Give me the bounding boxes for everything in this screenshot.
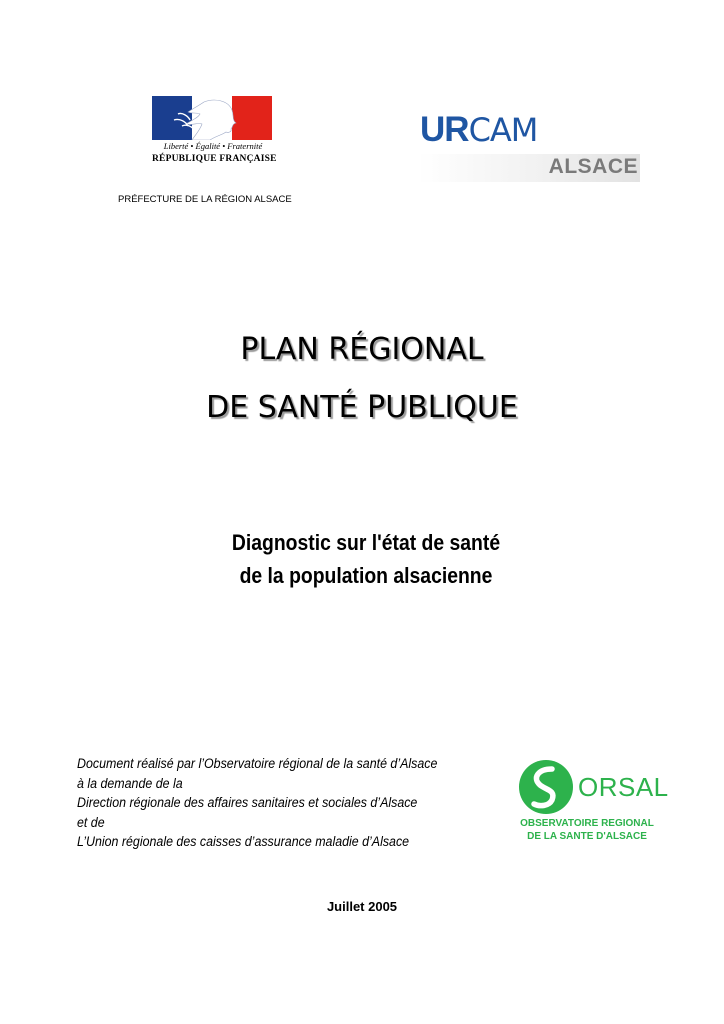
orsal-subtitle-line-1: OBSERVATOIRE REGIONAL [520,818,654,829]
orsal-logo [514,760,669,850]
orsal-subtitle-line-2: DE LA SANTE D'ALSACE [527,831,647,842]
marianne-profile-icon [152,96,272,140]
urcam-logo [418,110,642,184]
orsal-wordmark: ORSAL [578,772,669,802]
credits-line: et de [77,814,105,830]
credits-block [77,754,469,852]
republique-name: RÉPUBLIQUE FRANÇAISE [152,154,277,164]
credits-line: à la demande de la [77,775,183,791]
republique-francaise-logo [152,96,277,172]
republique-motto: Liberté • Égalité • Fraternité [163,141,263,151]
urcam-band [418,154,640,182]
credits-line: L’Union régionale des caisses d’assurance maladie d’Alsace [77,834,410,849]
urcam-cam: CAM [468,111,538,149]
prefecture-label: PRÉFECTURE DE LA RÉGION ALSACE [118,194,292,205]
credits-line: Direction régionale des affaires sanitaires et sociales d’Alsace [77,795,418,810]
subtitle-line-1: Diagnostic sur l'état de santé [231,530,501,555]
urcam-ur: UR [420,110,469,149]
credits-line: Document réalisé par l’Observatoire régional de la santé d’Alsace [77,756,438,771]
urcam-wordmark [420,110,537,150]
urcam-region: ALSACE [548,155,638,178]
orsal-emblem-icon [518,760,578,816]
subtitle-line-2: de la population alsacienne [239,563,493,588]
publication-date: Juillet 2005 [326,899,398,914]
page-title-line-2: DE SANTÉ PUBLIQUE [206,390,518,425]
tricolor-flag-icon [152,96,272,140]
page-title-line-1: PLAN RÉGIONAL [240,332,484,367]
